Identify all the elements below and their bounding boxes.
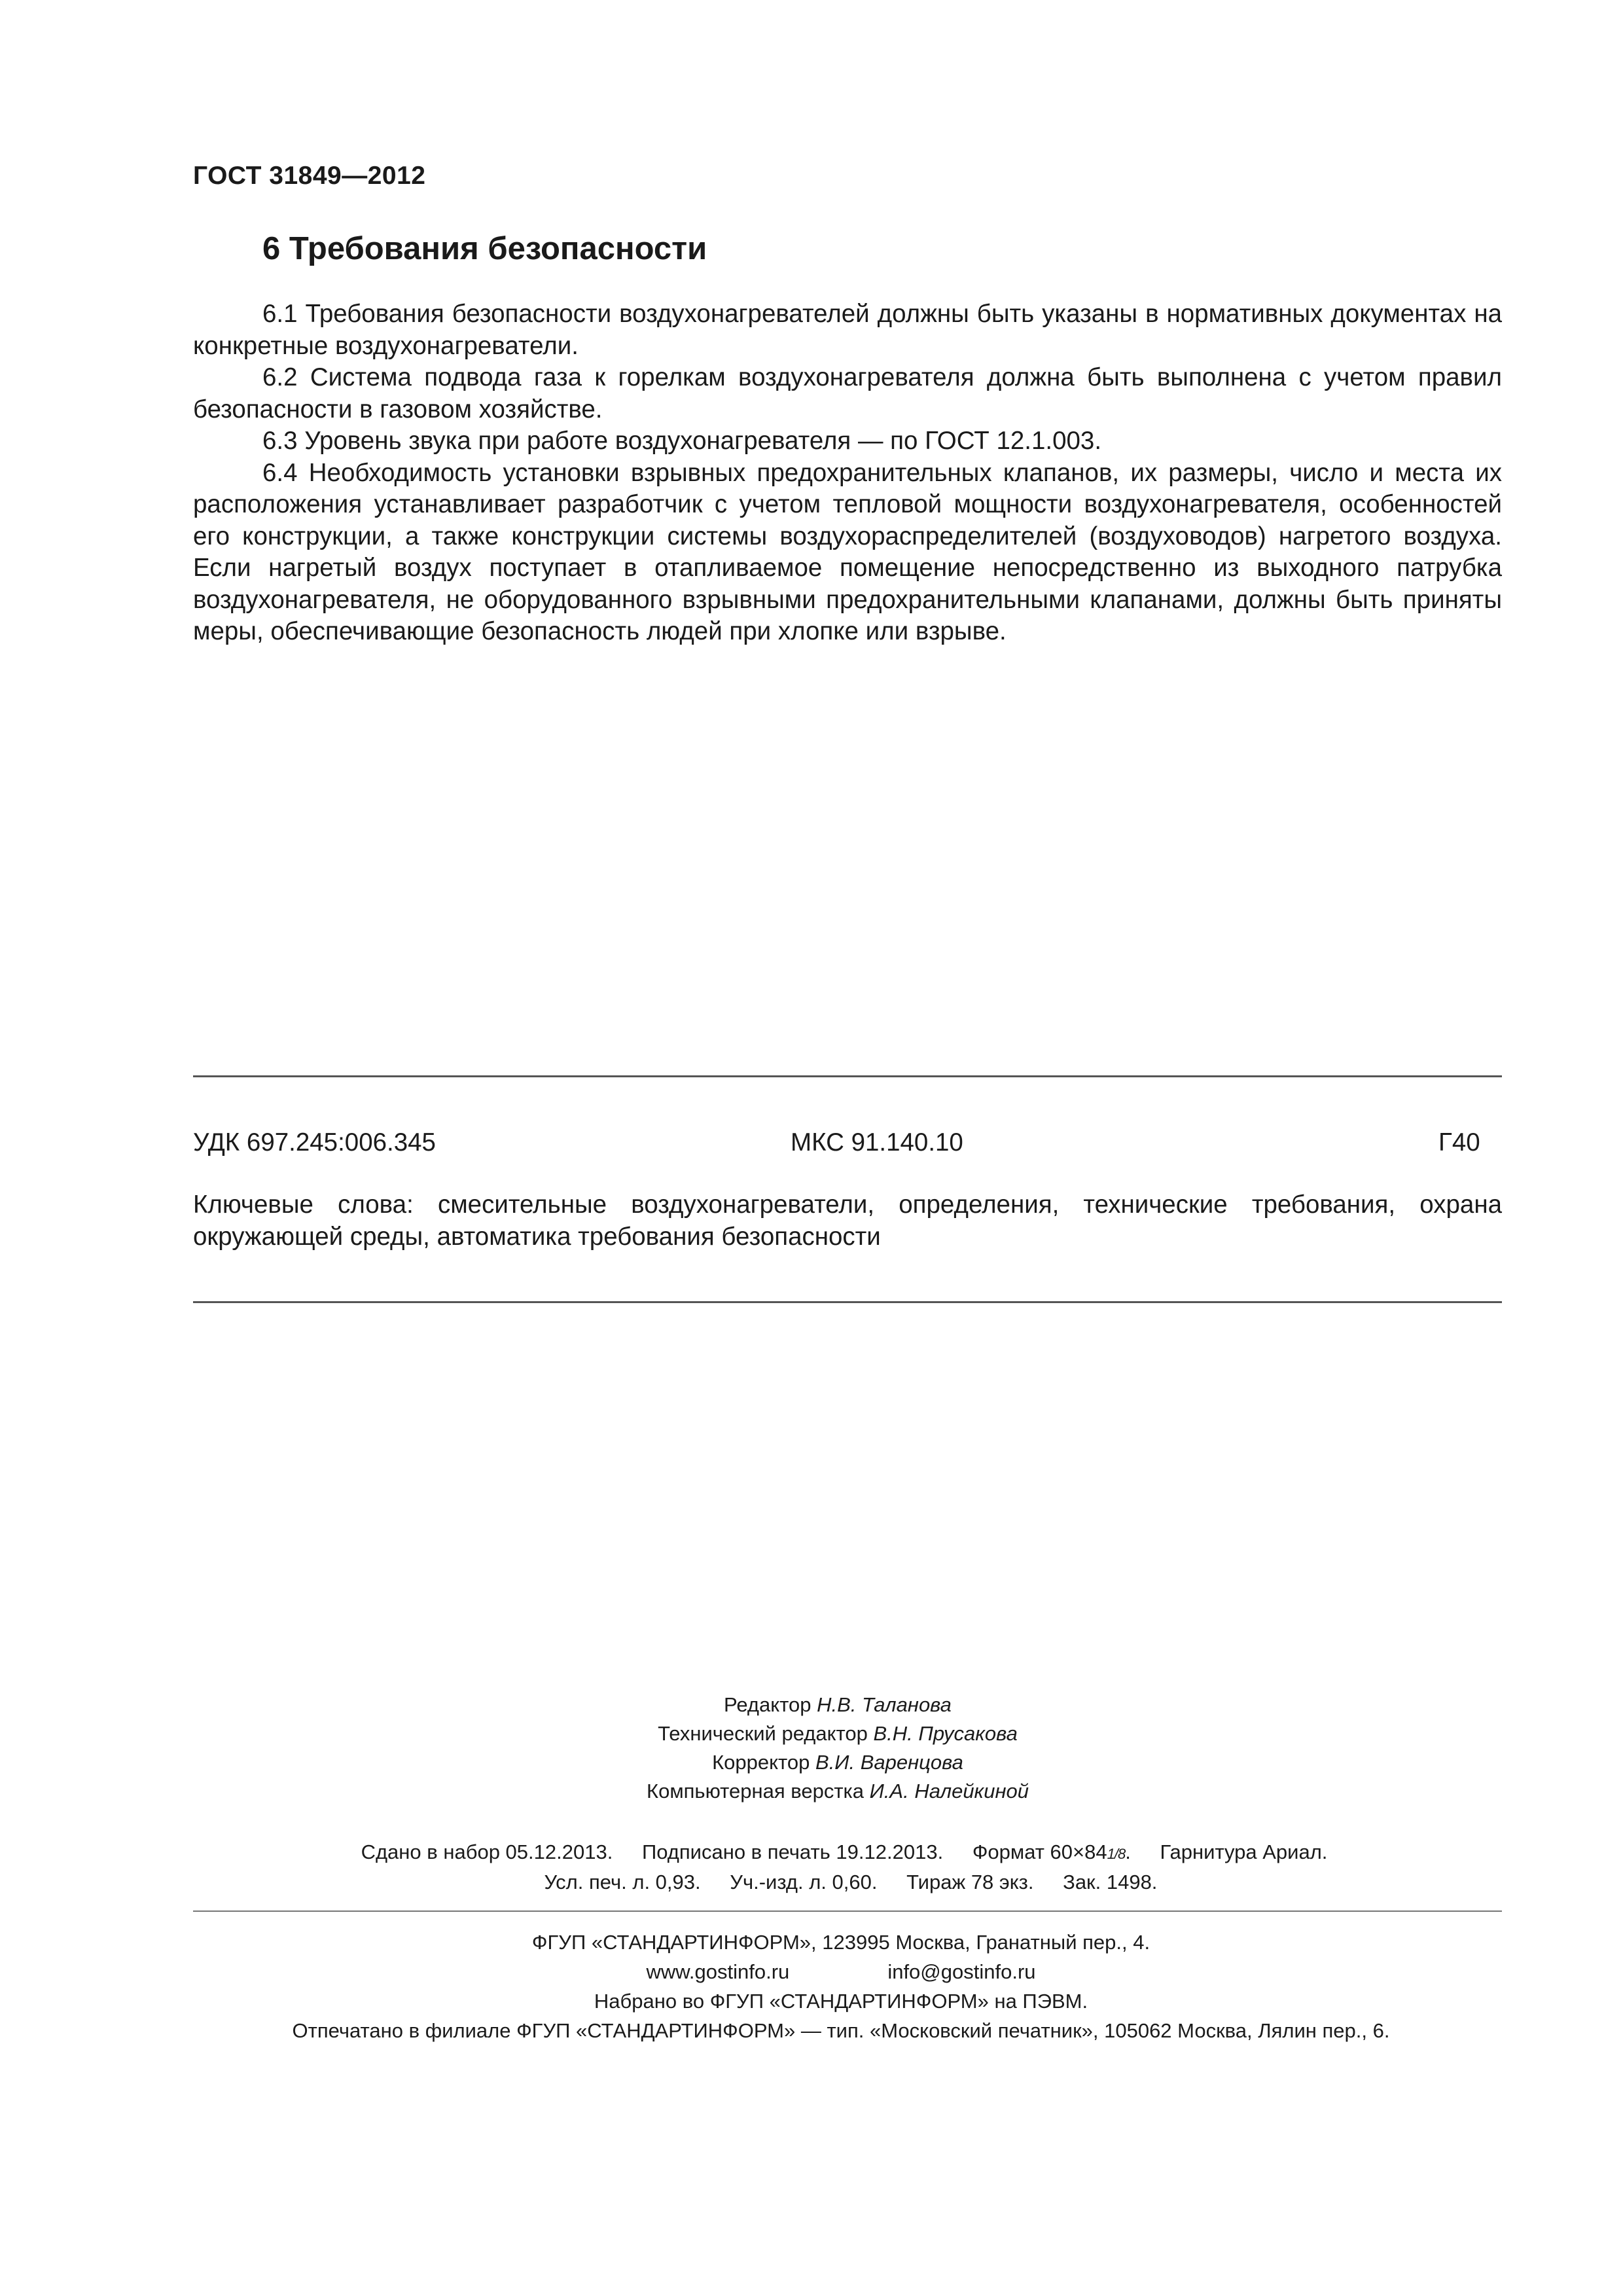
credit-editor: Редактор Н.В. Таланова — [724, 1693, 952, 1716]
section-title: 6 Требования безопасности — [262, 231, 707, 266]
credit-tech-editor: Технический редактор В.Н. Прусакова — [658, 1722, 1018, 1745]
format-fraction: 1/8 — [1107, 1846, 1126, 1862]
paragraph-6-3: 6.3 Уровень звука при работе воздухонагревателя — по ГОСТ 12.1.003. — [262, 427, 1102, 455]
paragraph-6-1: 6.1 Требования безопасности воздухонагревателей должны быть указаны в нормативных документах на конкретные воздухонагреватели. — [193, 300, 1502, 360]
printed-note: Отпечатано в филиале ФГУП «СТАНДАРТИНФОРМ» — тип. «Московский печатник», 105062 Москва, Лялин пер., 6. — [292, 2019, 1390, 2042]
udk-code: УДК 697.245:006.345 — [193, 1128, 436, 1157]
divider-bottom — [193, 1301, 1502, 1303]
divider-top — [193, 1075, 1502, 1077]
order-number: Зак. 1498. — [1063, 1871, 1158, 1893]
credit-proofreader: Корректор В.И. Варенцова — [712, 1751, 963, 1774]
email-link[interactable]: info@gostinfo.ru — [887, 1960, 1036, 1983]
paragraph-6-4: 6.4 Необходимость установки взрывных предохранительных клапанов, их размеры, число и места их расположения устанавливает разработчик с учетом тепловой мощности воздухонагревателя, особенностей его конструкции, а также конструкции системы воздухораспределителей (воздуховодов) нагретого воздуха. Если нагретый воздух поступает в отапливаемое помещение непосредственно из выходного патрубка воздухонагревателя, не оборудованного взрывными предохранительными клапанами, должны быть приняты меры, обеспечивающие безопасность людей при хлопке или взрыве. — [193, 458, 1502, 645]
mks-code: МКС 91.140.10 — [791, 1128, 963, 1157]
typeface: Гарнитура Ариал. — [1160, 1840, 1328, 1863]
publisher-address: ФГУП «СТАНДАРТИНФОРМ», 123995 Москва, Гранатный пер., 4. — [531, 1931, 1150, 1954]
print-run: Тираж 78 экз. — [906, 1871, 1034, 1893]
print-info-line-2 — [0, 1868, 1623, 1896]
format: Формат 60×841/8. — [972, 1840, 1131, 1863]
paragraph-6-2: 6.2 Система подвода газа к горелкам воздухонагревателя должна быть выполнена с учетом правил безопасности в газовом хозяйстве. — [193, 363, 1502, 423]
credit-layout: Компьютерная верстка И.А. Налейкиной — [647, 1780, 1029, 1803]
conv-sheets: Усл. печ. л. 0,93. — [544, 1871, 701, 1893]
typeset-note: Набрано во ФГУП «СТАНДАРТИНФОРМ» на ПЭВМ. — [594, 1990, 1088, 2013]
keywords: Ключевые слова: смесительные воздухонагреватели, определения, технические требования, охрана окружающей среды, автоматика требования безопасности — [193, 1191, 1502, 1251]
credits — [0, 1691, 1623, 1806]
publisher-contacts — [0, 1957, 1623, 1986]
signed-date: Подписано в печать 19.12.2013. — [641, 1840, 944, 1863]
website-link[interactable]: www.gostinfo.ru — [646, 1960, 790, 1983]
pub-sheets: Уч.-изд. л. 0,60. — [730, 1871, 878, 1893]
print-info-line-1 — [0, 1838, 1623, 1868]
section-body — [193, 298, 1502, 648]
classification-code: Г40 — [1438, 1128, 1480, 1157]
print-info — [0, 1838, 1623, 1896]
publisher-info — [0, 1928, 1623, 2045]
document-number: ГОСТ 31849—2012 — [193, 162, 426, 190]
divider-publisher — [193, 1910, 1502, 1912]
submitted-date: Сдано в набор 05.12.2013. — [361, 1840, 613, 1863]
